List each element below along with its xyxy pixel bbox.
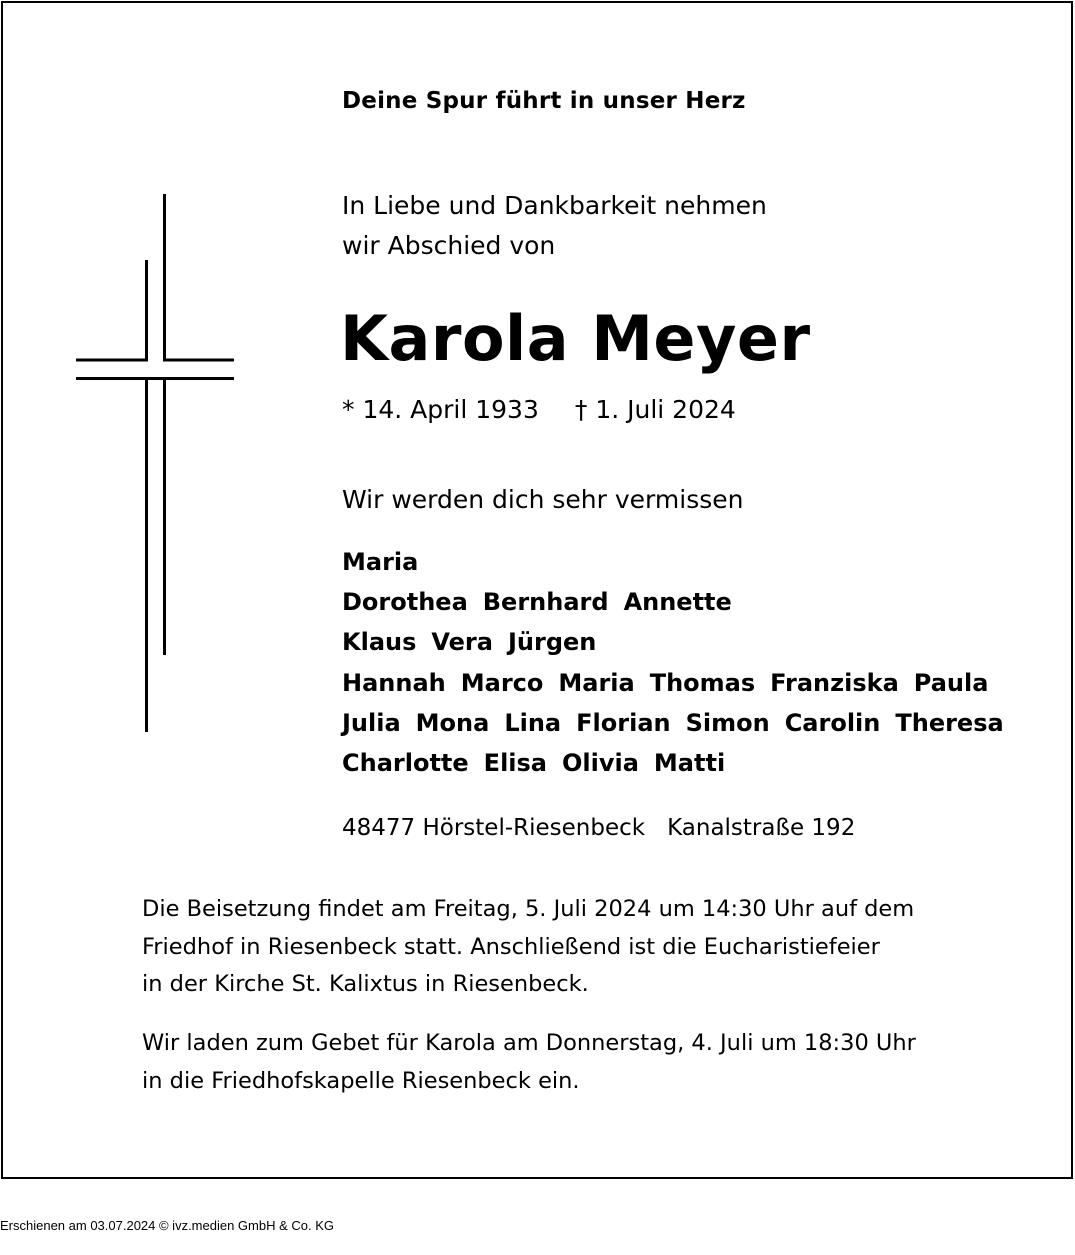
- funeral-announcement: [142, 891, 914, 1004]
- prayer-line: Wir laden zum Gebet für Karola am Donnerstag, 4. Juli um 18:30 Uhr: [142, 1030, 916, 1056]
- mourner-row: [342, 542, 1019, 582]
- mourner-name: Simon: [685, 708, 770, 737]
- mourner-row: [342, 622, 1019, 662]
- mourner-row: [342, 703, 1019, 743]
- mourner-row: [342, 582, 1019, 622]
- mourner-row: [342, 743, 1019, 783]
- mourner-name: Maria: [342, 548, 419, 576]
- mourner-name: Bernhard: [482, 588, 609, 617]
- mourner-row: [342, 663, 1019, 703]
- address-street: Kanalstraße 192: [667, 815, 856, 841]
- mourner-list: [342, 542, 1019, 783]
- mourner-name: Klaus: [342, 628, 417, 657]
- mourner-name: Jürgen: [507, 628, 597, 657]
- mourner-name: Maria: [558, 668, 635, 697]
- motto: Deine Spur führt in unser Herz: [342, 88, 746, 114]
- mourner-name: Elisa: [483, 748, 547, 777]
- prayer-announcement: [142, 1025, 916, 1100]
- mourner-name: Lina: [504, 708, 562, 737]
- mourner-name: Carolin: [784, 708, 881, 737]
- closing-line: Wir werden dich sehr vermissen: [342, 485, 744, 514]
- mourner-name: Marco: [460, 668, 544, 697]
- funeral-line: Friedhof in Riesenbeck statt. Anschließend ist die Eucharistiefeier: [142, 933, 880, 960]
- deceased-name: Karola Meyer: [340, 302, 811, 375]
- funeral-line: in der Kirche St. Kalixtus in Riesenbeck.: [142, 971, 589, 997]
- publication-credit: Erschienen am 03.07.2024 © ivz.medien GmbH & Co. KG: [0, 1218, 335, 1233]
- cross-icon: [76, 194, 236, 734]
- mourner-name: Olivia: [562, 748, 639, 777]
- prayer-line: in die Friedhofskapelle Riesenbeck ein.: [142, 1067, 580, 1094]
- birth-date: * 14. April 1933: [342, 395, 539, 424]
- intro-line: wir Abschied von: [342, 231, 556, 260]
- intro-line: In Liebe und Dankbarkeit nehmen: [342, 191, 767, 220]
- mourner-name: Franziska: [770, 668, 899, 697]
- address-city: 48477 Hörstel-Riesenbeck: [342, 815, 646, 841]
- mourner-name: Charlotte: [342, 748, 469, 777]
- family-address: [342, 815, 855, 841]
- mourner-name: Vera: [431, 628, 493, 657]
- death-date: † 1. Juli 2024: [574, 395, 736, 424]
- life-dates: [342, 395, 736, 424]
- mourner-name: Mona: [415, 708, 490, 737]
- mourner-name: Theresa: [895, 708, 1004, 737]
- intro-text: [342, 186, 767, 266]
- mourner-name: Matti: [653, 748, 726, 777]
- mourner-name: Paula: [913, 668, 989, 697]
- mourner-name: Thomas: [649, 668, 756, 697]
- funeral-line: Die Beisetzung findet am Freitag, 5. Juli 2024 um 14:30 Uhr auf dem: [142, 896, 915, 922]
- mourner-name: Hannah: [342, 668, 446, 697]
- mourner-name: Annette: [623, 588, 732, 617]
- mourner-name: Florian: [576, 708, 671, 737]
- mourner-name: Dorothea: [342, 588, 468, 617]
- mourner-name: Julia: [342, 708, 401, 737]
